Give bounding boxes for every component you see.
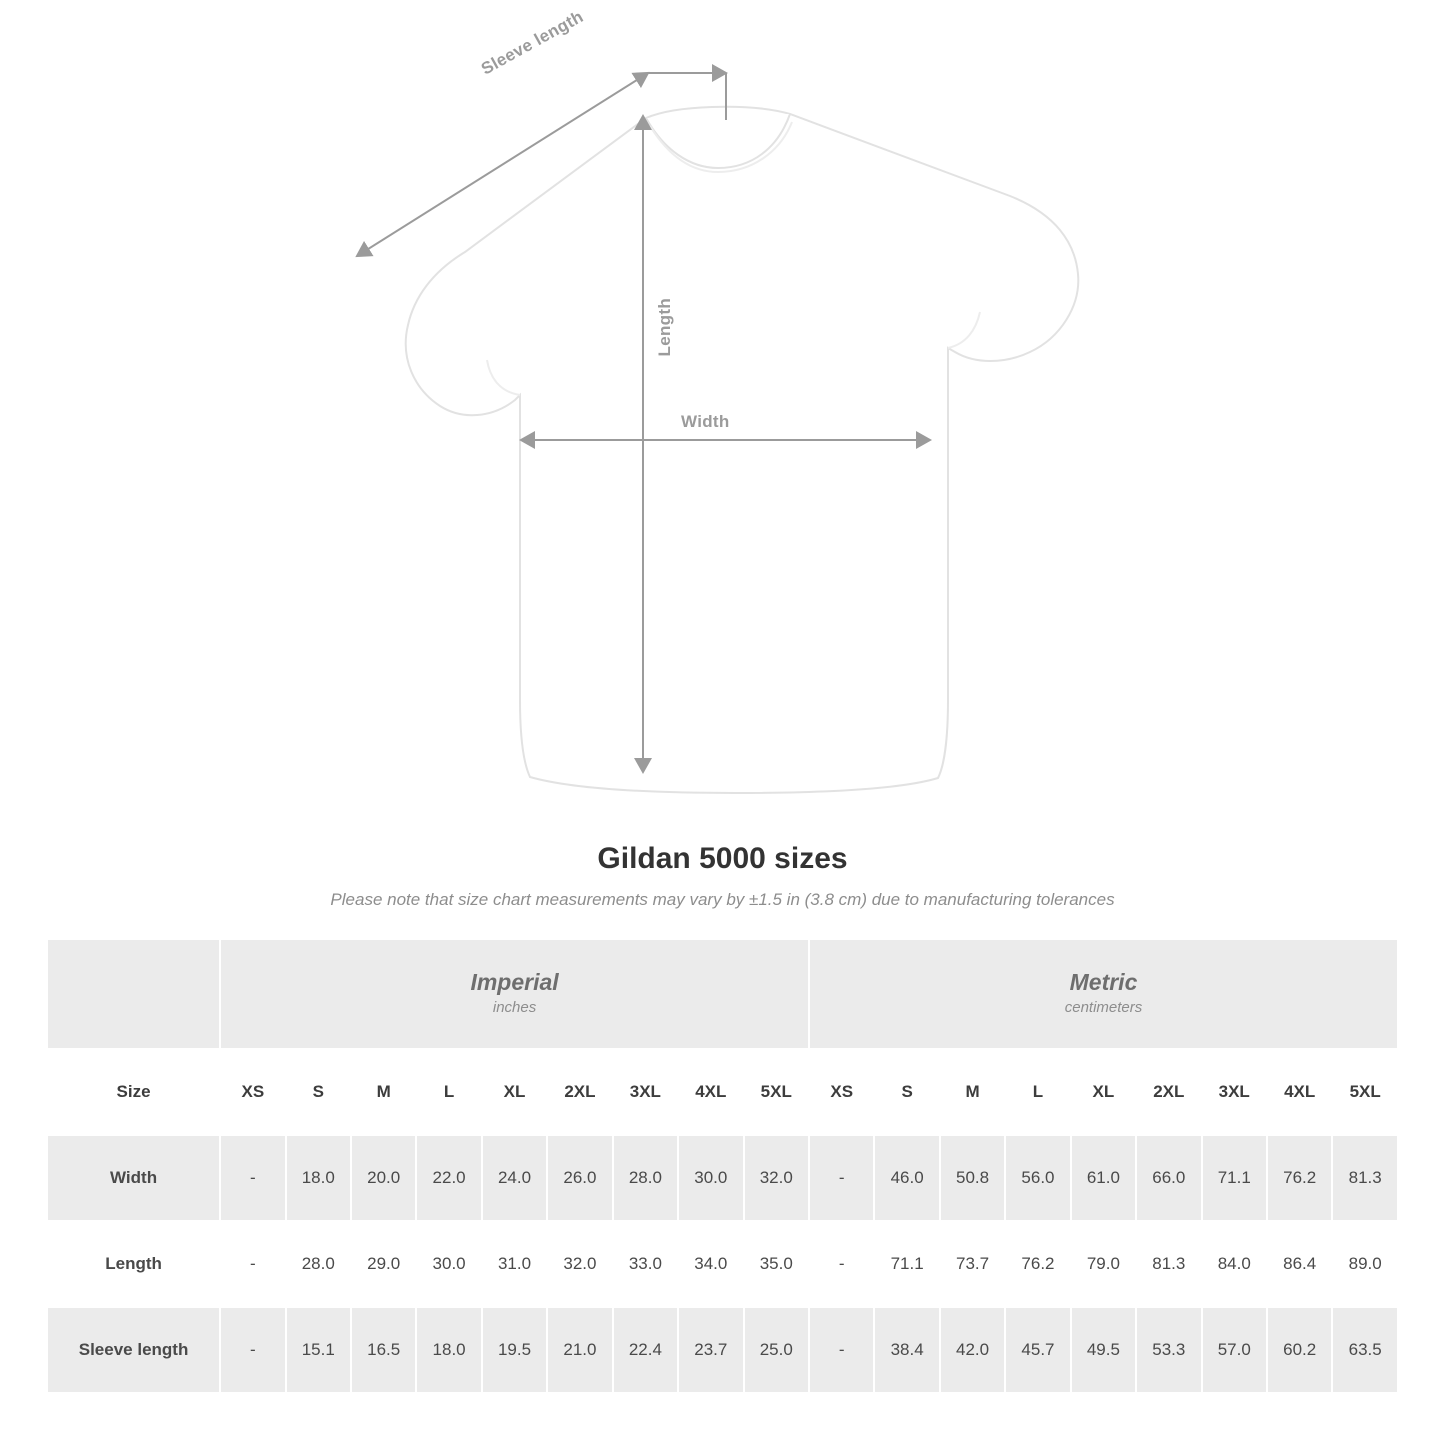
column-header-imperial-2xl: 2XL bbox=[547, 1049, 612, 1135]
column-header-metric-m: M bbox=[940, 1049, 1005, 1135]
cell-sleeve-imperial-xs: - bbox=[220, 1307, 285, 1393]
length-dimension-label: Length bbox=[655, 298, 674, 357]
cell-sleeve-imperial-3xl: 22.4 bbox=[613, 1307, 678, 1393]
cell-sleeve-metric-3xl: 57.0 bbox=[1202, 1307, 1267, 1393]
column-header-imperial-3xl: 3XL bbox=[613, 1049, 678, 1135]
column-header-metric-3xl: 3XL bbox=[1202, 1049, 1267, 1135]
unit-sub-imperial: inches bbox=[492, 999, 537, 1017]
unit-system-metric: Metric bbox=[1069, 968, 1138, 995]
cell-sleeve-imperial-5xl: 25.0 bbox=[744, 1307, 810, 1393]
cell-width-imperial-m: 20.0 bbox=[351, 1135, 416, 1221]
cell-sleeve-metric-2xl: 53.3 bbox=[1136, 1307, 1201, 1393]
cell-length-metric-s: 71.1 bbox=[874, 1221, 939, 1307]
unit-header-imperial bbox=[220, 939, 809, 1049]
unit-sub-metric: centimeters bbox=[1064, 999, 1143, 1017]
cell-width-metric-xl: 61.0 bbox=[1071, 1135, 1136, 1221]
cell-width-metric-4xl: 76.2 bbox=[1267, 1135, 1332, 1221]
unit-header-metric bbox=[809, 939, 1398, 1049]
cell-length-imperial-4xl: 34.0 bbox=[678, 1221, 743, 1307]
cell-sleeve-metric-5xl: 63.5 bbox=[1332, 1307, 1398, 1393]
cell-width-metric-m: 50.8 bbox=[940, 1135, 1005, 1221]
unit-system-imperial: Imperial bbox=[470, 968, 559, 995]
column-header-metric-l: L bbox=[1005, 1049, 1070, 1135]
cell-sleeve-metric-s: 38.4 bbox=[874, 1307, 939, 1393]
column-header-metric-s: S bbox=[874, 1049, 939, 1135]
column-header-metric-5xl: 5XL bbox=[1332, 1049, 1398, 1135]
cell-length-imperial-xl: 31.0 bbox=[482, 1221, 547, 1307]
unit-header-spacer bbox=[47, 939, 220, 1049]
cell-length-imperial-5xl: 35.0 bbox=[744, 1221, 810, 1307]
column-header-imperial-xs: XS bbox=[220, 1049, 285, 1135]
cell-length-imperial-s: 28.0 bbox=[286, 1221, 351, 1307]
cell-sleeve-imperial-l: 18.0 bbox=[416, 1307, 481, 1393]
column-header-metric-xs: XS bbox=[809, 1049, 874, 1135]
cell-length-metric-5xl: 89.0 bbox=[1332, 1221, 1398, 1307]
row-label-sleeve-length: Sleeve length bbox=[47, 1307, 220, 1393]
unit-header-row bbox=[47, 939, 1398, 1049]
cell-sleeve-imperial-m: 16.5 bbox=[351, 1307, 416, 1393]
cell-width-metric-s: 46.0 bbox=[874, 1135, 939, 1221]
cell-sleeve-metric-m: 42.0 bbox=[940, 1307, 1005, 1393]
cell-length-metric-3xl: 84.0 bbox=[1202, 1221, 1267, 1307]
cell-length-imperial-2xl: 32.0 bbox=[547, 1221, 612, 1307]
row-label-length: Length bbox=[47, 1221, 220, 1307]
cell-width-imperial-2xl: 26.0 bbox=[547, 1135, 612, 1221]
column-header-metric-2xl: 2XL bbox=[1136, 1049, 1201, 1135]
column-header-imperial-l: L bbox=[416, 1049, 481, 1135]
cell-length-imperial-l: 30.0 bbox=[416, 1221, 481, 1307]
size-table-wrapper bbox=[46, 938, 1399, 1394]
cell-length-metric-2xl: 81.3 bbox=[1136, 1221, 1201, 1307]
cell-width-metric-l: 56.0 bbox=[1005, 1135, 1070, 1221]
cell-sleeve-imperial-s: 15.1 bbox=[286, 1307, 351, 1393]
cell-length-metric-4xl: 86.4 bbox=[1267, 1221, 1332, 1307]
cell-sleeve-metric-xl: 49.5 bbox=[1071, 1307, 1136, 1393]
cell-width-metric-3xl: 71.1 bbox=[1202, 1135, 1267, 1221]
cell-width-imperial-l: 22.0 bbox=[416, 1135, 481, 1221]
cell-length-metric-m: 73.7 bbox=[940, 1221, 1005, 1307]
cell-width-imperial-xs: - bbox=[220, 1135, 285, 1221]
cell-length-metric-l: 76.2 bbox=[1005, 1221, 1070, 1307]
cell-length-imperial-xs: - bbox=[220, 1221, 285, 1307]
page-title: Gildan 5000 sizes bbox=[597, 842, 848, 875]
cell-sleeve-imperial-4xl: 23.7 bbox=[678, 1307, 743, 1393]
cell-length-metric-xl: 79.0 bbox=[1071, 1221, 1136, 1307]
cell-width-imperial-s: 18.0 bbox=[286, 1135, 351, 1221]
table-row bbox=[47, 1221, 1398, 1307]
column-header-metric-xl: XL bbox=[1071, 1049, 1136, 1135]
column-header-imperial-s: S bbox=[286, 1049, 351, 1135]
column-header-imperial-xl: XL bbox=[482, 1049, 547, 1135]
cell-sleeve-metric-4xl: 60.2 bbox=[1267, 1307, 1332, 1393]
cell-width-imperial-5xl: 32.0 bbox=[744, 1135, 810, 1221]
column-header-imperial-5xl: 5XL bbox=[744, 1049, 810, 1135]
size-header-row bbox=[47, 1049, 1398, 1135]
cell-width-metric-5xl: 81.3 bbox=[1332, 1135, 1398, 1221]
cell-width-metric-2xl: 66.0 bbox=[1136, 1135, 1201, 1221]
size-table bbox=[46, 938, 1399, 1394]
cell-width-imperial-3xl: 28.0 bbox=[613, 1135, 678, 1221]
column-header-imperial-4xl: 4XL bbox=[678, 1049, 743, 1135]
cell-sleeve-metric-l: 45.7 bbox=[1005, 1307, 1070, 1393]
cell-width-imperial-xl: 24.0 bbox=[482, 1135, 547, 1221]
column-header-imperial-m: M bbox=[351, 1049, 416, 1135]
cell-length-imperial-3xl: 33.0 bbox=[613, 1221, 678, 1307]
cell-sleeve-imperial-2xl: 21.0 bbox=[547, 1307, 612, 1393]
width-dimension-label: Width bbox=[681, 412, 730, 431]
table-row bbox=[47, 1307, 1398, 1393]
cell-sleeve-imperial-xl: 19.5 bbox=[482, 1307, 547, 1393]
column-header-size: Size bbox=[47, 1049, 220, 1135]
column-header-metric-4xl: 4XL bbox=[1267, 1049, 1332, 1135]
sleeve-length-dimension-label: Sleeve length bbox=[478, 6, 587, 79]
cell-length-imperial-m: 29.0 bbox=[351, 1221, 416, 1307]
cell-width-metric-xs: - bbox=[809, 1135, 874, 1221]
tolerance-note: Please note that size chart measurements may vary by ±1.5 in (3.8 cm) due to manufacturing tolerances bbox=[330, 890, 1115, 909]
cell-width-imperial-4xl: 30.0 bbox=[678, 1135, 743, 1221]
row-label-width: Width bbox=[47, 1135, 220, 1221]
cell-sleeve-metric-xs: - bbox=[809, 1307, 874, 1393]
table-row bbox=[47, 1135, 1398, 1221]
cell-length-metric-xs: - bbox=[809, 1221, 874, 1307]
title-block bbox=[0, 842, 1445, 910]
